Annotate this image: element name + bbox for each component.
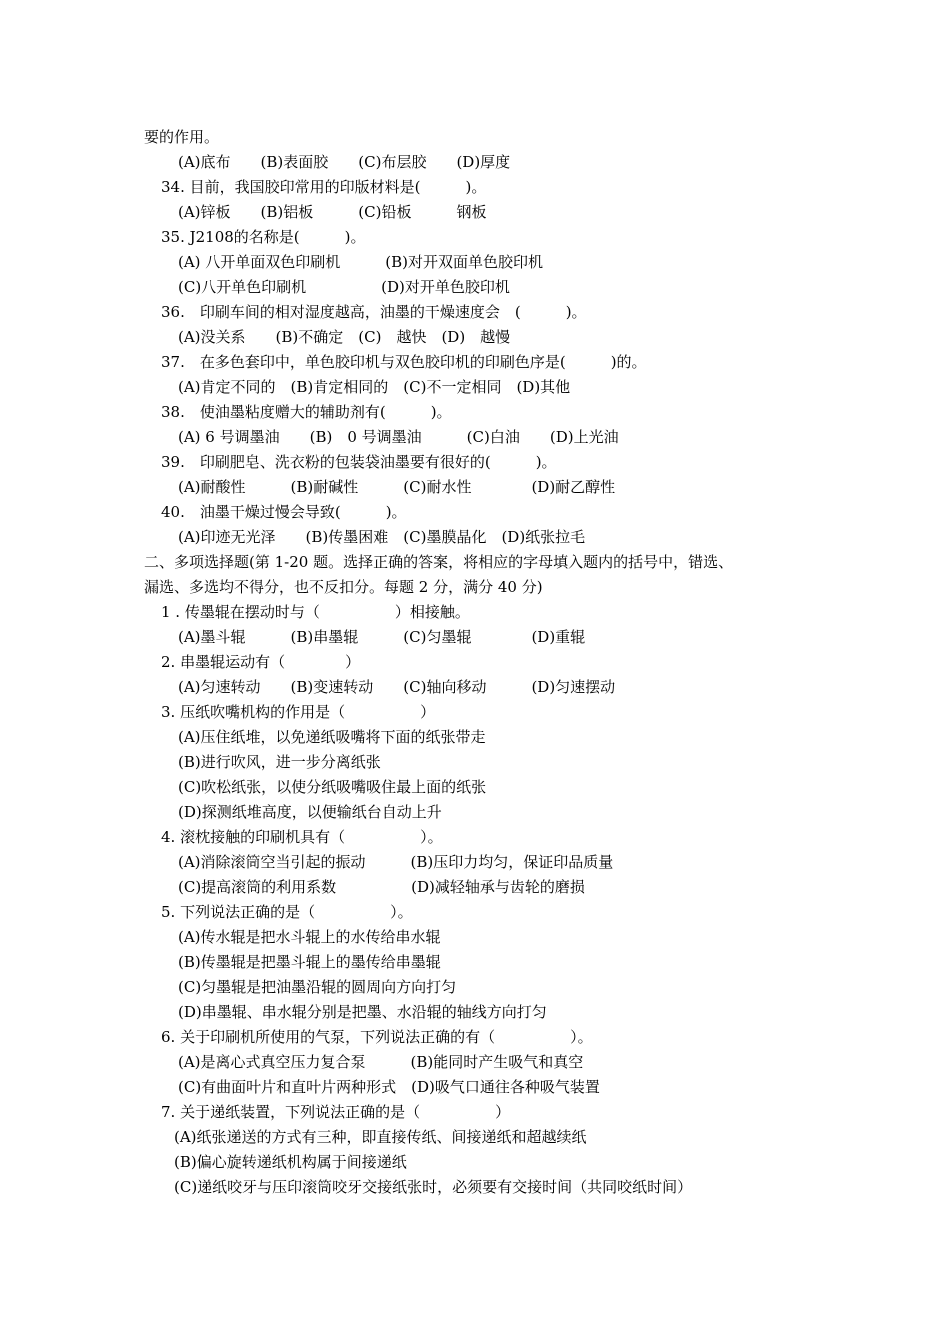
options-q36: (A)没关系 (B)不确定 (C) 越快 (D) 越慢: [178, 328, 511, 346]
multi-option-7a: (A)纸张递送的方式有三种，即直接传纸、间接递纸和超越续纸: [174, 1128, 587, 1146]
options-q38: (A) 6 号调墨油 (B) 0 号调墨油 (C)白油 (D)上光油: [178, 428, 619, 446]
options-q34: (A)锌板 (B)铝板 (C)铅板 钢板: [178, 203, 487, 221]
question-34: 34. 目前，我国胶印常用的印版材料是( )。: [161, 178, 487, 196]
multi-options-6-cd: (C)有曲面叶片和直叶片两种形式 (D)吸气口通往各种吸气装置: [178, 1078, 600, 1096]
options-q37: (A)肯定不同的 (B)肯定相同的 (C)不一定相同 (D)其他: [178, 378, 571, 396]
options-q35-cd: (C)八开单色印刷机 (D)对开单色胶印机: [178, 278, 510, 296]
question-35: 35. J2108的名称是( )。: [161, 228, 366, 246]
multi-question-4: 4. 滚枕接触的印刷机具有（ ）。: [161, 828, 443, 846]
multi-question-3: 3. 压纸吹嘴机构的作用是（ ）: [161, 703, 436, 721]
multi-option-3b: (B)进行吹风，进一步分离纸张: [178, 753, 381, 771]
options-q33: (A)底布 (B)表面胶 (C)布层胶 (D)厚度: [178, 153, 511, 171]
question-37: 37. 在多色套印中，单色胶印机与双色胶印机的印刷色序是( )的。: [161, 353, 647, 371]
question-39: 39. 印刷肥皂、洗衣粉的包装袋油墨要有很好的( )。: [161, 453, 557, 471]
multi-options-1: (A)墨斗辊 (B)串墨辊 (C)匀墨辊 (D)重辊: [178, 628, 586, 646]
multi-question-7: 7. 关于递纸装置，下列说法正确的是（ ）: [161, 1103, 511, 1121]
question-40: 40. 油墨干燥过慢会导致( )。: [161, 503, 407, 521]
multi-option-7c: (C)递纸咬牙与压印滚筒咬牙交接纸张时，必须要有交接时间（共同咬纸时间）: [174, 1178, 693, 1196]
multi-option-3c: (C)吹松纸张，以使分纸吸嘴吸住最上面的纸张: [178, 778, 487, 796]
multi-option-5a: (A)传水辊是把水斗辊上的水传给串水辊: [178, 928, 441, 946]
multi-option-3a: (A)压住纸堆，以免递纸吸嘴将下面的纸张带走: [178, 728, 486, 746]
multi-option-5d: (D)串墨辊、串水辊分别是把墨、水沿辊的轴线方向打匀: [178, 1003, 547, 1021]
multi-option-5c: (C)匀墨辊是把油墨沿辊的圆周向方向打匀: [178, 978, 457, 996]
question-36: 36. 印刷车间的相对湿度越高，油墨的干燥速度会 ( )。: [161, 303, 587, 321]
multi-options-4-ab: (A)消除滚筒空当引起的振动 (B)压印力均匀，保证印品质量: [178, 853, 614, 871]
multi-option-7b: (B)偏心旋转递纸机构属于间接递纸: [174, 1153, 407, 1171]
multi-question-2: 2. 串墨辊运动有（ ）: [161, 653, 361, 671]
question-38: 38. 使油墨粘度赠大的辅助剂有( )。: [161, 403, 452, 421]
multi-question-1: 1 . 传墨辊在摆动时与（ ）相接触。: [161, 603, 470, 621]
section-heading-cont: 漏选、多选均不得分，也不反扣分。每题 2 分，满分 40 分): [144, 578, 543, 596]
multi-question-6: 6. 关于印刷机所使用的气泵，下列说法正确的有（ ）。: [161, 1028, 593, 1046]
options-q40: (A)印迹无光泽 (B)传墨困难 (C)墨膜晶化 (D)纸张拉毛: [178, 528, 586, 546]
multi-option-5b: (B)传墨辊是把墨斗辊上的墨传给串墨辊: [178, 953, 441, 971]
options-q35-ab: (A) 八开单面双色印刷机 (B)对开双面单色胶印机: [178, 253, 544, 271]
multi-question-5: 5. 下列说法正确的是（ ）。: [161, 903, 413, 921]
section-heading: 二、多项选择题(第 1-20 题。选择正确的答案，将相应的字母填入题内的括号中，错选、: [144, 553, 734, 571]
multi-options-4-cd: (C)提高滚筒的利用系数 (D)减轻轴承与齿轮的磨损: [178, 878, 585, 896]
options-q39: (A)耐酸性 (B)耐碱性 (C)耐水性 (D)耐乙醇性: [178, 478, 616, 496]
text-line-continuation: 要的作用。: [144, 128, 220, 146]
multi-option-3d: (D)探测纸堆高度，以便输纸台自动上升: [178, 803, 442, 821]
multi-options-2: (A)匀速转动 (B)变速转动 (C)轴向移动 (D)匀速摆动: [178, 678, 616, 696]
multi-options-6-ab: (A)是离心式真空压力复合泵 (B)能同时产生吸气和真空: [178, 1053, 584, 1071]
